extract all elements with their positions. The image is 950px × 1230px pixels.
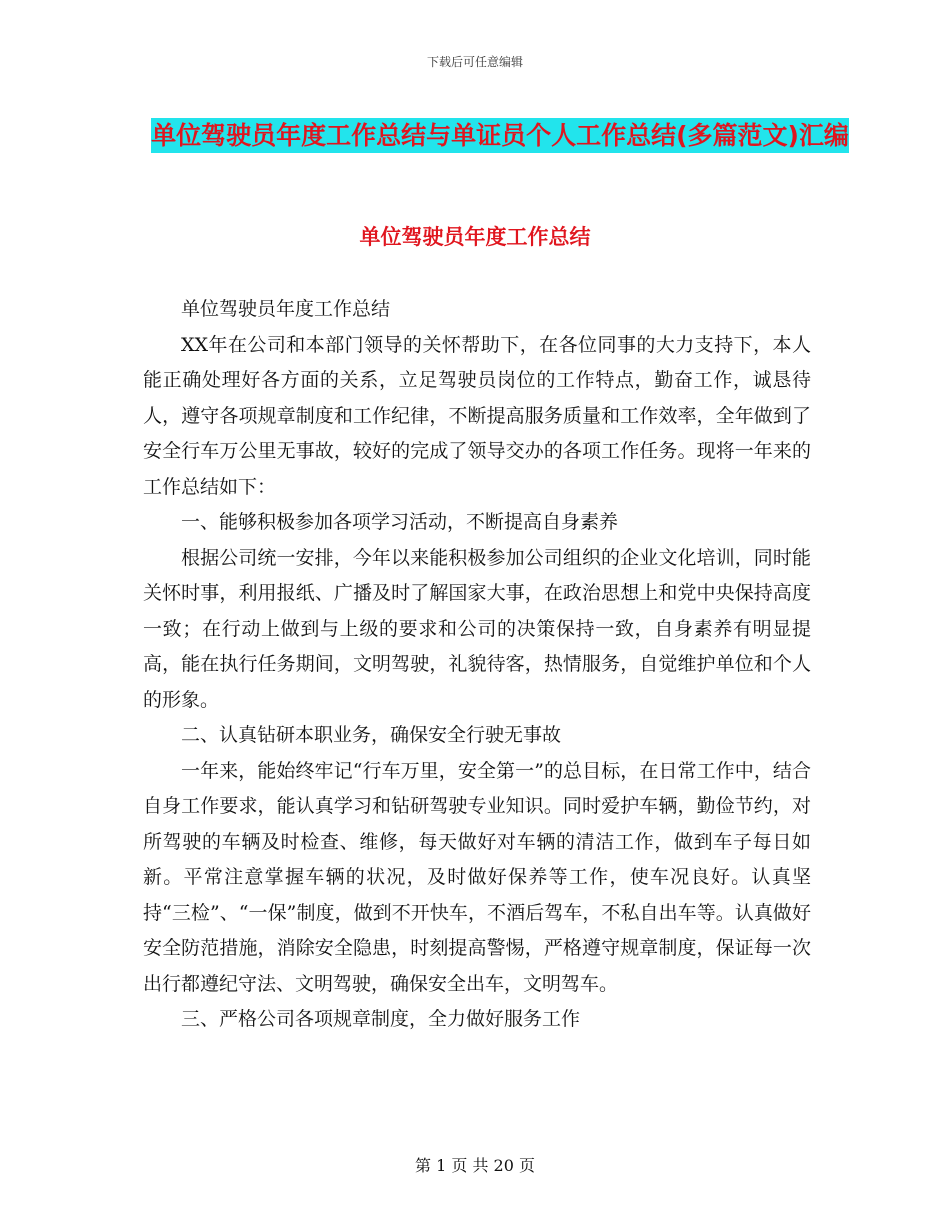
paragraph-subtitle: 单位驾驶员年度工作总结 — [181, 298, 391, 320]
heading-section-3: 三、严格公司各项规章制度，全力做好服务工作 — [181, 1008, 581, 1030]
section-title: 单位驾驶员年度工作总结 — [359, 225, 591, 249]
document-title-text: 单位驾驶员年度工作总结与单证员个人工作总结(多篇范文)汇编 — [151, 118, 849, 153]
page-footer: 第 1 页 共 20 页 — [415, 1156, 535, 1175]
header-note: 下载后可任意编辑 — [426, 55, 523, 69]
document-body — [143, 292, 811, 1038]
heading-section-2: 二、认真钻研本职业务，确保安全行驶无事故 — [181, 724, 562, 746]
paragraph-intro: XX年在公司和本部门领导的关怀帮助下，在各位同事的大力支持下，本人能正确处理好各方面的关系，立足驾驶员岗位的工作特点，勤奋工作，诚恳待人，遵守各项规章制度和工作纪律，不断提高服务质量和工作效率，全年做到了安全行车万公里无事故，较好的完成了领导交办的各项工作任务。现将一年来的工作总结如下： — [143, 333, 811, 498]
heading-section-1: 一、能够积极参加各项学习活动，不断提高自身素养 — [181, 511, 619, 533]
document-title — [140, 112, 860, 159]
paragraph-section-2: 一年来，能始终牢记“行车万里，安全第一”的总目标，在日常工作中，结合自身工作要求，能认真学习和钻研驾驶专业知识。同时爱护车辆，勤俭节约，对所驾驶的车辆及时检查、维修，每天做好对车辆的清洁工作，做到车子每日如新。平常注意掌握车辆的状况，及时做好保养等工作，使车况良好。认真坚持“三检”、“一保”制度，做到不开快车，不酒后驾车，不私自出车等。认真做好安全防范措施，消除安全隐患，时刻提高警惕，严格遵守规章制度，保证每一次出行都遵纪守法、文明驾驶，确保安全出车，文明驾车。 — [143, 759, 811, 995]
paragraph-section-1: 根据公司统一安排，今年以来能积极参加公司组织的企业文化培训，同时能关怀时事，利用报纸、广播及时了解国家大事，在政治思想上和党中央保持高度一致；在行动上做到与上级的要求和公司的决策保持一致，自身素养有明显提高，能在执行任务期间，文明驾驶，礼貌待客，热情服务，自觉维护单位和个人的形象。 — [143, 546, 811, 711]
